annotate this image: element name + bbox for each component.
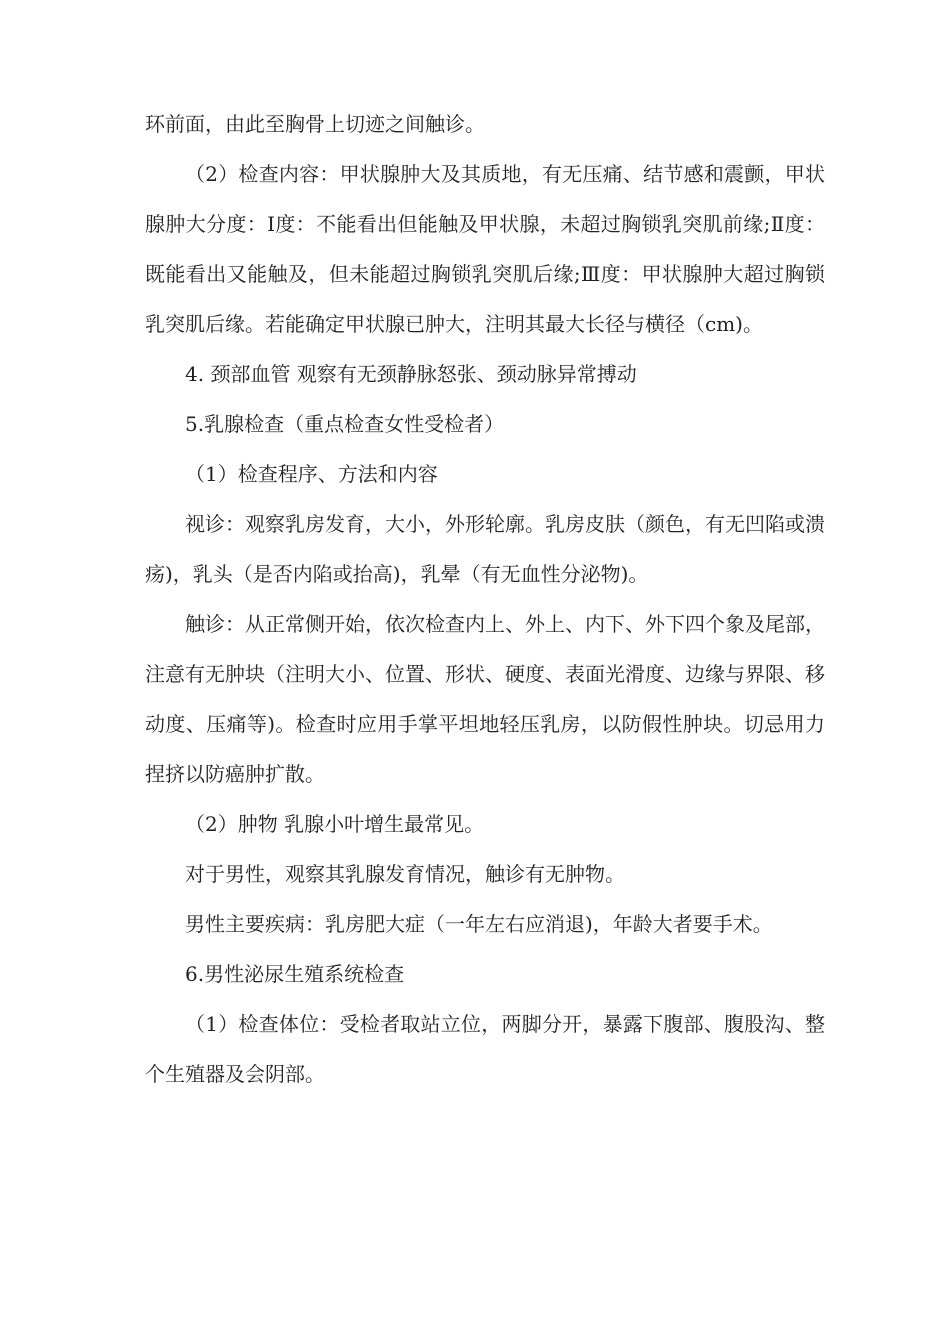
paragraph-2: （2）检查内容：甲状腺肿大及其质地，有无压痛、结节感和震颤，甲状腺肿大分度：Ⅰ度：不能看出但能触及甲状腺，未超过胸锁乳突肌前缘;Ⅱ度：既能看出又能触及，但未能超过胸锁乳突肌后缘;Ⅲ度：甲状腺肿大超过胸锁乳突肌后缘。若能确定甲状腺已肿大，注明其最大长径与横径（cm)。 bbox=[145, 162, 825, 336]
paragraph-1: 环前面，由此至胸骨上切迹之间触诊。 bbox=[145, 112, 485, 136]
document-body bbox=[145, 99, 825, 1099]
paragraph-4: 5.乳腺检查（重点检查女性受检者） bbox=[185, 412, 505, 436]
paragraph-6: 视诊：观察乳房发育，大小，外形轮廓。乳房皮肤（颜色，有无凹陷或溃疡)，乳头（是否内陷或抬高)，乳晕（有无血性分泌物)。 bbox=[145, 512, 825, 586]
paragraph-11: 6.男性泌尿生殖系统检查 bbox=[185, 962, 405, 986]
paragraph-8: （2）肿物 乳腺小叶增生最常见。 bbox=[185, 812, 485, 836]
paragraph-5: （1）检查程序、方法和内容 bbox=[185, 462, 438, 486]
paragraph-12: （1）检查体位：受检者取站立位，两脚分开，暴露下腹部、腹股沟、整个生殖器及会阴部。 bbox=[145, 1012, 825, 1086]
paragraph-7: 触诊：从正常侧开始，依次检查内上、外上、内下、外下四个象及尾部，注意有无肿块（注明大小、位置、形状、硬度、表面光滑度、边缘与界限、移动度、压痛等)。检查时应用手掌平坦地轻压乳房，以防假性肿块。切忌用力捏挤以防癌肿扩散。 bbox=[145, 612, 825, 786]
paragraph-10: 男性主要疾病：乳房肥大症（一年左右应消退)，年龄大者要手术。 bbox=[185, 912, 773, 936]
paragraph-9: 对于男性，观察其乳腺发育情况，触诊有无肿物。 bbox=[185, 862, 625, 886]
paragraph-3: 4. 颈部血管 观察有无颈静脉怒张、颈动脉异常搏动 bbox=[185, 362, 637, 386]
